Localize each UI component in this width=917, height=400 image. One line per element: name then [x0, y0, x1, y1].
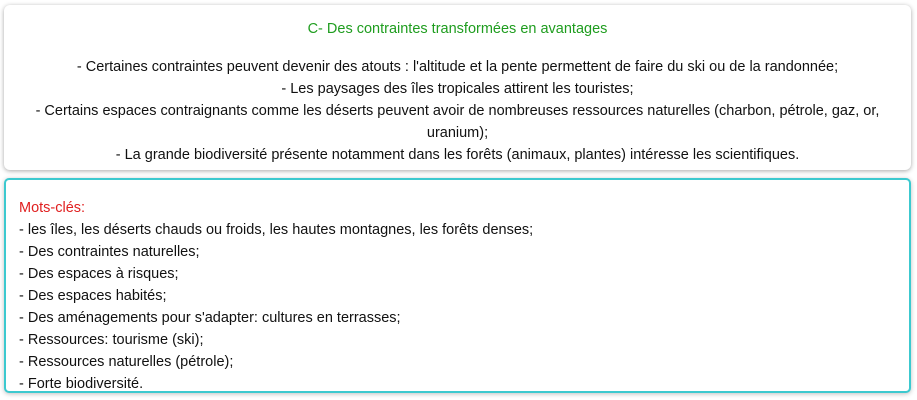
keyword-item: - les îles, les déserts chauds ou froids, les hautes montagnes, les forêts denses;	[19, 222, 534, 238]
keywords-heading: Mots-clés:	[19, 200, 86, 216]
section-body	[4, 56, 911, 166]
keyword-item: - Des aménagements pour s'adapter: cultures en terrasses;	[19, 310, 401, 326]
keywords-card	[4, 178, 911, 393]
section-card	[4, 5, 911, 170]
section-line: - Certains espaces contraignants comme les déserts peuvent avoir de nombreuses ressources naturelles (charbon, pétrole, gaz, or,	[35, 103, 880, 119]
section-line: uranium);	[426, 125, 489, 141]
keyword-item: - Forte biodiversité.	[19, 376, 144, 392]
keyword-item: - Des contraintes naturelles;	[19, 244, 200, 260]
section-line: - Les paysages des îles tropicales attirent les touristes;	[281, 81, 634, 97]
keyword-item: - Ressources naturelles (pétrole);	[19, 354, 234, 370]
section-title: C- Des contraintes transformées en avantages	[307, 21, 608, 37]
section-line: - La grande biodiversité présente notamment dans les forêts (animaux, plantes) intéresse les scientifiques.	[115, 147, 800, 163]
section-line: - Certaines contraintes peuvent devenir des atouts : l'altitude et la pente permettent de faire du ski ou de la randonnée;	[76, 59, 839, 75]
keyword-item: - Des espaces habités;	[19, 288, 167, 304]
keyword-item: - Ressources: tourisme (ski);	[19, 332, 204, 348]
keyword-item: - Des espaces à risques;	[19, 266, 179, 282]
